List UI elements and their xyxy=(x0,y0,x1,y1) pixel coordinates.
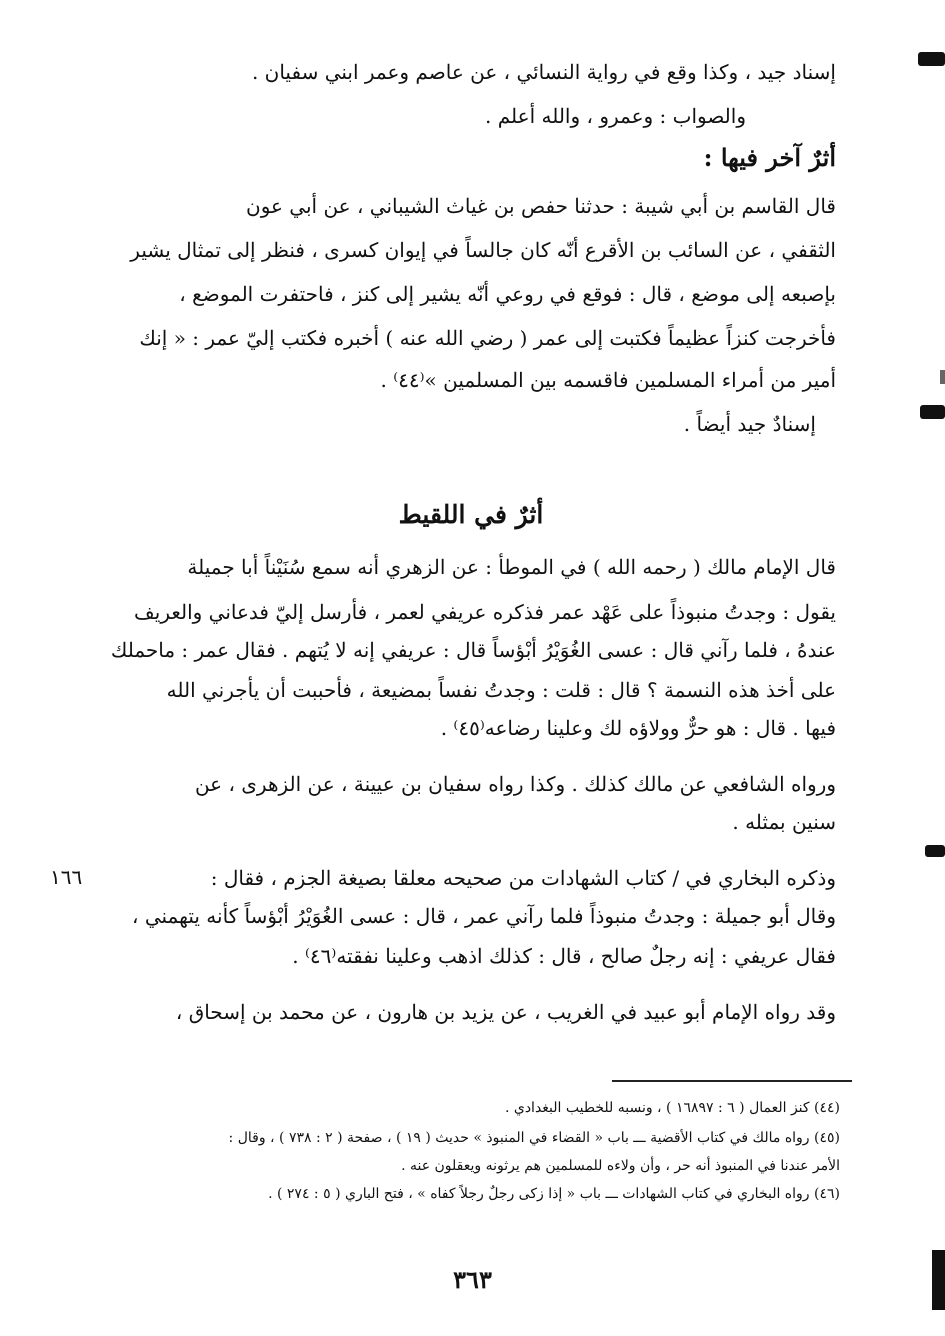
text-line: أمير من أمراء المسلمين فاقسمه بين المسلمين »⁽٤٤⁾ . xyxy=(380,368,836,392)
footnote: (٤٤) كنز العمال ( ٦ : ١٦٨٩٧ ) ، ونسبه للخطيب البغدادي . xyxy=(504,1100,840,1116)
section-heading: أثرٌ آخر فيها : xyxy=(703,143,836,172)
text-line: الثقفي ، عن السائب بن الأقرع أنّه كان جالساً في إيوان كسرى ، فنظر إلى تمثال يشير xyxy=(130,238,836,262)
footnote-continuation: الأمر عندنا في المنبوذ أنه حر ، وأن ولاءه للمسلمين هم يرثونه ويعقلون عنه . xyxy=(401,1158,840,1174)
section-heading-centered: أثرٌ في اللقيط xyxy=(398,500,544,529)
text-line: فأخرجت كنزاً عظيماً فكتبت إلى عمر ( رضي الله عنه ) أخبره فكتب إليّ عمر : « إنك xyxy=(139,326,836,350)
text-line: والصواب : وعمرو ، والله أعلم . xyxy=(485,104,746,128)
text-line: يقول : وجدتُ منبوذاً على عَهْد عمر فذكره عريفي لعمر ، فأرسل إليّ فدعاني والعريف xyxy=(134,600,836,624)
footnote-divider xyxy=(612,1080,852,1082)
footnote: (٤٥) رواه مالك في كتاب الأقضية ـــ باب « القضاء في المنبوذ » حديث ( ١٩ ) ، صفحة ( ٢ : ٧٣٨ ) ، وقال : xyxy=(228,1130,840,1146)
margin-page-number: ١٦٦ xyxy=(50,865,83,889)
scan-edge-mark xyxy=(918,52,945,66)
text-line: وقد رواه الإمام أبو عبيد في الغريب ، عن يزيد بن هارون ، عن محمد بن إسحاق ، xyxy=(175,1000,836,1024)
scan-edge-mark xyxy=(940,370,945,384)
text-line: على أخذ هذه النسمة ؟ قال : قلت : وجدتُ نفساً بمضيعة ، فأحببت أن يأجرني الله xyxy=(166,678,836,702)
footnote: (٤٦) رواه البخاري في كتاب الشهادات ـــ باب « إذا زكى رجلٌ رجلاً كفاه » ، فتح الباري ( ٥ : ٢٧٤ ) . xyxy=(268,1186,840,1202)
text-line: ورواه الشافعي عن مالك كذلك . وكذا رواه سفيان بن عيينة ، عن الزهرى ، عن xyxy=(194,772,836,796)
text-line: قال القاسم بن أبي شيبة : حدثنا حفص بن غياث الشيباني ، عن أبي عون xyxy=(246,194,836,218)
text-line: فقال عريفي : إنه رجلٌ صالح ، قال : كذلك اذهب وعلينا نفقته⁽٤٦⁾ . xyxy=(292,944,836,968)
page-number: ٣٦٣ xyxy=(453,1265,492,1294)
text-line: فيها . قال : هو حرٌّ وولاؤه لك وعلينا رضاعه⁽٤٥⁾ . xyxy=(440,716,836,740)
text-line: عندهُ ، فلما رآني قال : عسى الغُوَيْرُ أبْؤساً قال : عريفي إنه لا يُتهم . فقال عمر : ماحملك xyxy=(110,638,836,662)
text-line: وذكره البخاري في / كتاب الشهادات من صحيحه معلقا بصيغة الجزم ، فقال : xyxy=(210,866,836,890)
text-line: وقال أبو جميلة : وجدتُ منبوذاً فلما رآني عمر ، قال : عسى الغُوَيْرُ أبْؤساً كأنه يتهمني ، xyxy=(132,904,836,928)
text-line: بإصبعه إلى موضع ، قال : فوقع في روعي أنّه يشير إلى كنز ، فاحتفرت الموضع ، xyxy=(179,282,836,306)
text-line: قال الإمام مالك ( رحمه الله ) في الموطأ : عن الزهري أنه سمع سُنَيْناً أبا جميلة xyxy=(187,555,836,579)
text-line: سنين بمثله . xyxy=(732,810,836,834)
scan-edge-mark xyxy=(925,845,945,857)
text-line: إسنادٌ جيد أيضاً . xyxy=(683,412,816,436)
scan-edge-mark xyxy=(920,405,945,419)
text-line: إسناد جيد ، وكذا وقع في رواية النسائي ، عن عاصم وعمر ابني سفيان . xyxy=(251,60,836,84)
